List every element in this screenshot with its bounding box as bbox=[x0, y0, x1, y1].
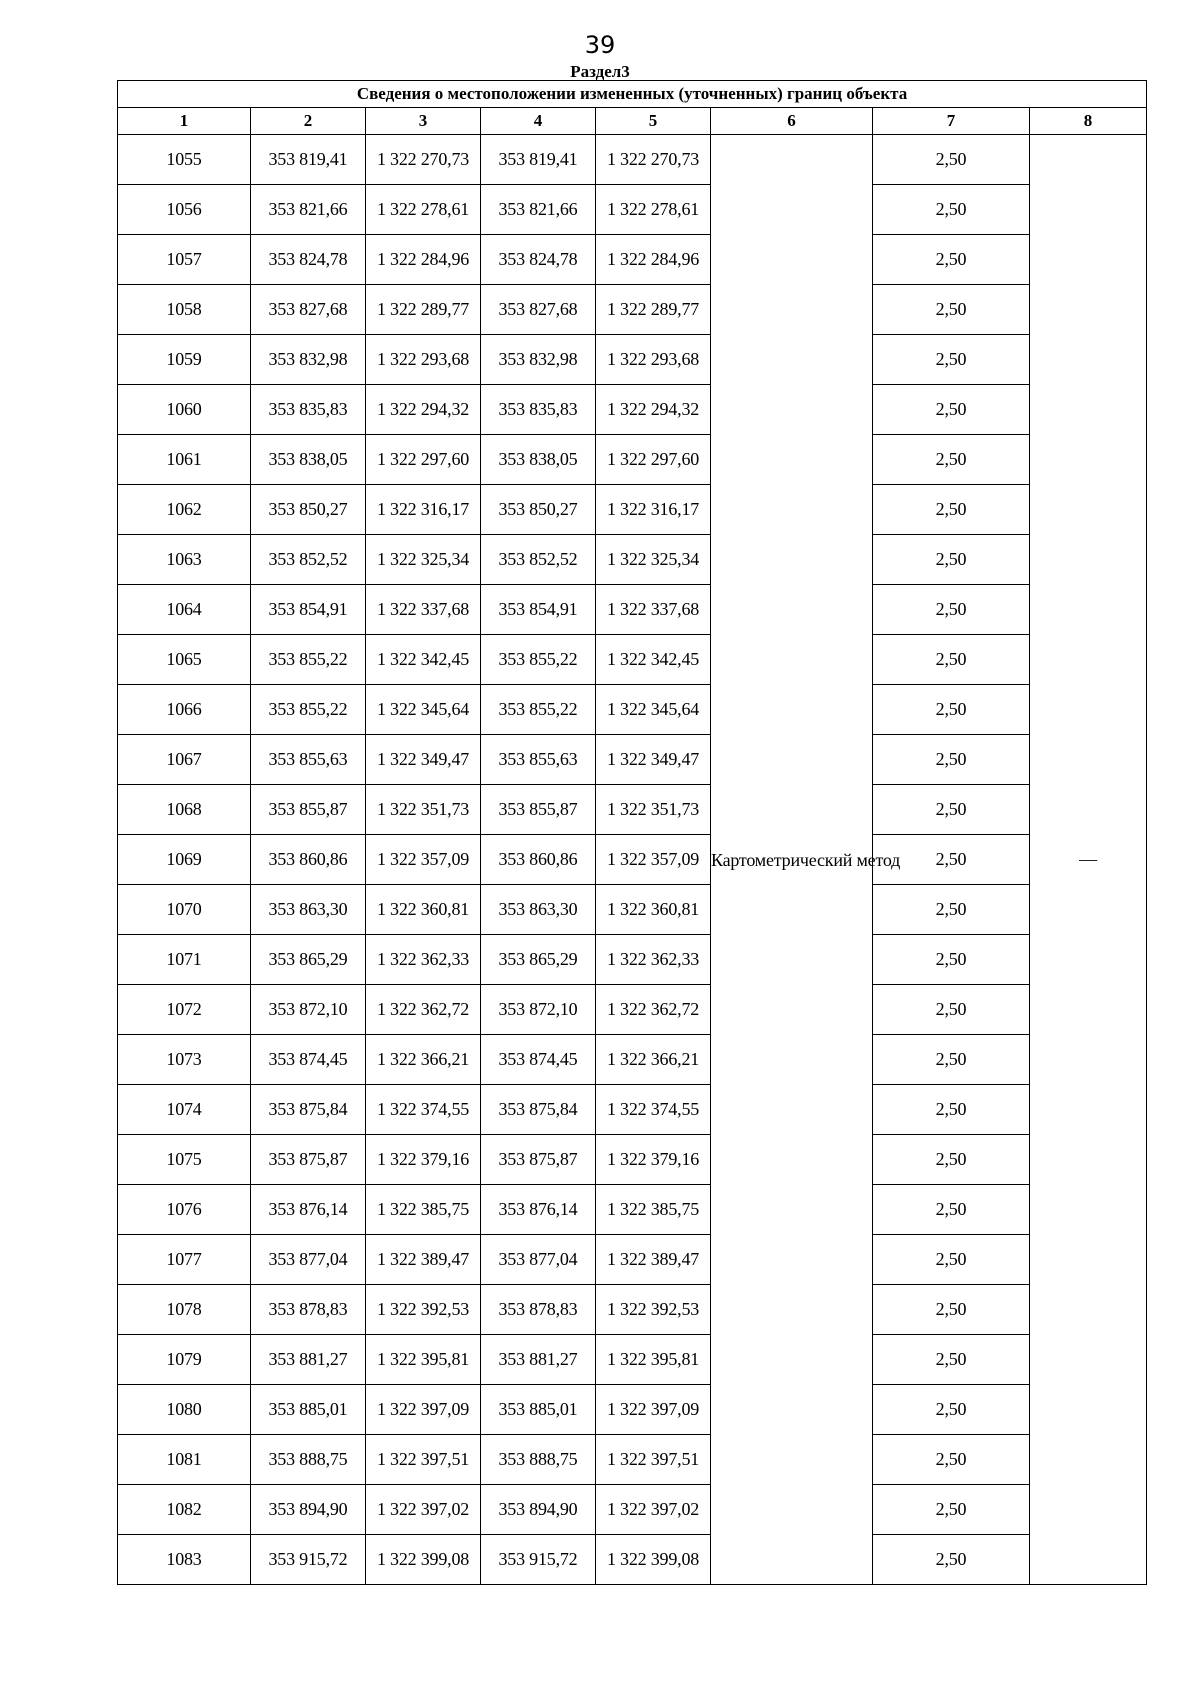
x-refined-cell: 353 875,84 bbox=[481, 1085, 596, 1135]
y-refined-cell: 1 322 399,08 bbox=[596, 1535, 711, 1585]
y-coordinate-cell: 1 322 395,81 bbox=[366, 1335, 481, 1385]
y-refined-cell: 1 322 397,51 bbox=[596, 1435, 711, 1485]
accuracy-cell: 2,50 bbox=[873, 335, 1030, 385]
table-row bbox=[118, 1485, 1147, 1535]
x-coordinate-cell: 353 852,52 bbox=[251, 535, 366, 585]
x-refined-cell: 353 838,05 bbox=[481, 435, 596, 485]
x-refined-cell: 353 835,83 bbox=[481, 385, 596, 435]
point-number-cell: 1070 bbox=[118, 885, 251, 935]
accuracy-cell: 2,50 bbox=[873, 985, 1030, 1035]
y-coordinate-cell: 1 322 397,09 bbox=[366, 1385, 481, 1435]
x-refined-cell: 353 872,10 bbox=[481, 985, 596, 1035]
y-coordinate-cell: 1 322 362,72 bbox=[366, 985, 481, 1035]
accuracy-cell: 2,50 bbox=[873, 485, 1030, 535]
x-coordinate-cell: 353 876,14 bbox=[251, 1185, 366, 1235]
x-refined-cell: 353 827,68 bbox=[481, 285, 596, 335]
accuracy-cell: 2,50 bbox=[873, 885, 1030, 935]
x-refined-cell: 353 819,41 bbox=[481, 135, 596, 185]
x-coordinate-cell: 353 855,22 bbox=[251, 635, 366, 685]
x-coordinate-cell: 353 875,84 bbox=[251, 1085, 366, 1135]
y-coordinate-cell: 1 322 270,73 bbox=[366, 135, 481, 185]
y-refined-cell: 1 322 357,09 bbox=[596, 835, 711, 885]
y-refined-cell: 1 322 379,16 bbox=[596, 1135, 711, 1185]
x-refined-cell: 353 885,01 bbox=[481, 1385, 596, 1435]
accuracy-cell: 2,50 bbox=[873, 1035, 1030, 1085]
method-cell: Картометрический метод bbox=[711, 135, 873, 1585]
table-row bbox=[118, 785, 1147, 835]
table-row bbox=[118, 435, 1147, 485]
column-number-4: 4 bbox=[481, 108, 596, 135]
accuracy-cell: 2,50 bbox=[873, 1435, 1030, 1485]
y-coordinate-cell: 1 322 278,61 bbox=[366, 185, 481, 235]
x-coordinate-cell: 353 863,30 bbox=[251, 885, 366, 935]
x-coordinate-cell: 353 860,86 bbox=[251, 835, 366, 885]
y-coordinate-cell: 1 322 360,81 bbox=[366, 885, 481, 935]
y-refined-cell: 1 322 374,55 bbox=[596, 1085, 711, 1135]
y-coordinate-cell: 1 322 366,21 bbox=[366, 1035, 481, 1085]
table-row bbox=[118, 985, 1147, 1035]
table-row bbox=[118, 135, 1147, 185]
y-coordinate-cell: 1 322 399,08 bbox=[366, 1535, 481, 1585]
y-refined-cell: 1 322 316,17 bbox=[596, 485, 711, 535]
column-number-3: 3 bbox=[366, 108, 481, 135]
y-coordinate-cell: 1 322 385,75 bbox=[366, 1185, 481, 1235]
x-refined-cell: 353 832,98 bbox=[481, 335, 596, 385]
point-number-cell: 1055 bbox=[118, 135, 251, 185]
table-row bbox=[118, 285, 1147, 335]
y-coordinate-cell: 1 322 349,47 bbox=[366, 735, 481, 785]
table-row bbox=[118, 485, 1147, 535]
table-row bbox=[118, 235, 1147, 285]
table-row bbox=[118, 885, 1147, 935]
x-coordinate-cell: 353 819,41 bbox=[251, 135, 366, 185]
x-coordinate-cell: 353 894,90 bbox=[251, 1485, 366, 1535]
accuracy-cell: 2,50 bbox=[873, 1085, 1030, 1135]
column-number-5: 5 bbox=[596, 108, 711, 135]
x-refined-cell: 353 874,45 bbox=[481, 1035, 596, 1085]
y-refined-cell: 1 322 337,68 bbox=[596, 585, 711, 635]
y-coordinate-cell: 1 322 397,02 bbox=[366, 1485, 481, 1535]
table-row bbox=[118, 685, 1147, 735]
column8-cell: — bbox=[1030, 135, 1147, 1585]
y-refined-cell: 1 322 395,81 bbox=[596, 1335, 711, 1385]
accuracy-cell: 2,50 bbox=[873, 385, 1030, 435]
x-coordinate-cell: 353 877,04 bbox=[251, 1235, 366, 1285]
x-refined-cell: 353 821,66 bbox=[481, 185, 596, 235]
column-number-6: 6 bbox=[711, 108, 873, 135]
point-number-cell: 1073 bbox=[118, 1035, 251, 1085]
point-number-cell: 1080 bbox=[118, 1385, 251, 1435]
table-row bbox=[118, 1185, 1147, 1235]
point-number-cell: 1074 bbox=[118, 1085, 251, 1135]
point-number-cell: 1058 bbox=[118, 285, 251, 335]
x-coordinate-cell: 353 872,10 bbox=[251, 985, 366, 1035]
x-refined-cell: 353 876,14 bbox=[481, 1185, 596, 1235]
y-refined-cell: 1 322 325,34 bbox=[596, 535, 711, 585]
table-row bbox=[118, 735, 1147, 785]
accuracy-cell: 2,50 bbox=[873, 135, 1030, 185]
table-row bbox=[118, 1435, 1147, 1485]
x-coordinate-cell: 353 832,98 bbox=[251, 335, 366, 385]
y-refined-cell: 1 322 389,47 bbox=[596, 1235, 711, 1285]
x-coordinate-cell: 353 838,05 bbox=[251, 435, 366, 485]
y-refined-cell: 1 322 360,81 bbox=[596, 885, 711, 935]
x-coordinate-cell: 353 875,87 bbox=[251, 1135, 366, 1185]
table-row bbox=[118, 535, 1147, 585]
y-refined-cell: 1 322 397,02 bbox=[596, 1485, 711, 1535]
column-number-1: 1 bbox=[118, 108, 251, 135]
y-coordinate-cell: 1 322 289,77 bbox=[366, 285, 481, 335]
accuracy-cell: 2,50 bbox=[873, 185, 1030, 235]
point-number-cell: 1068 bbox=[118, 785, 251, 835]
point-number-cell: 1078 bbox=[118, 1285, 251, 1335]
y-coordinate-cell: 1 322 374,55 bbox=[366, 1085, 481, 1135]
boundary-coordinates-table bbox=[117, 80, 1147, 1585]
accuracy-cell: 2,50 bbox=[873, 835, 1030, 885]
point-number-cell: 1060 bbox=[118, 385, 251, 435]
y-refined-cell: 1 322 392,53 bbox=[596, 1285, 711, 1335]
x-refined-cell: 353 877,04 bbox=[481, 1235, 596, 1285]
x-refined-cell: 353 875,87 bbox=[481, 1135, 596, 1185]
x-coordinate-cell: 353 865,29 bbox=[251, 935, 366, 985]
x-refined-cell: 353 854,91 bbox=[481, 585, 596, 635]
y-coordinate-cell: 1 322 316,17 bbox=[366, 485, 481, 535]
x-coordinate-cell: 353 874,45 bbox=[251, 1035, 366, 1085]
column-number-row bbox=[118, 108, 1147, 135]
point-number-cell: 1079 bbox=[118, 1335, 251, 1385]
x-refined-cell: 353 860,86 bbox=[481, 835, 596, 885]
point-number-cell: 1072 bbox=[118, 985, 251, 1035]
accuracy-cell: 2,50 bbox=[873, 585, 1030, 635]
table-caption: Сведения о местоположении измененных (уточненных) границ объекта bbox=[118, 81, 1147, 108]
x-refined-cell: 353 850,27 bbox=[481, 485, 596, 535]
point-number-cell: 1057 bbox=[118, 235, 251, 285]
y-refined-cell: 1 322 385,75 bbox=[596, 1185, 711, 1235]
y-coordinate-cell: 1 322 357,09 bbox=[366, 835, 481, 885]
table-row bbox=[118, 1385, 1147, 1435]
accuracy-cell: 2,50 bbox=[873, 1285, 1030, 1335]
x-coordinate-cell: 353 827,68 bbox=[251, 285, 366, 335]
accuracy-cell: 2,50 bbox=[873, 685, 1030, 735]
y-refined-cell: 1 322 345,64 bbox=[596, 685, 711, 735]
point-number-cell: 1069 bbox=[118, 835, 251, 885]
accuracy-cell: 2,50 bbox=[873, 535, 1030, 585]
column-number-7: 7 bbox=[873, 108, 1030, 135]
accuracy-cell: 2,50 bbox=[873, 1385, 1030, 1435]
point-number-cell: 1075 bbox=[118, 1135, 251, 1185]
accuracy-cell: 2,50 bbox=[873, 785, 1030, 835]
point-number-cell: 1062 bbox=[118, 485, 251, 535]
x-coordinate-cell: 353 881,27 bbox=[251, 1335, 366, 1385]
point-number-cell: 1063 bbox=[118, 535, 251, 585]
x-coordinate-cell: 353 855,22 bbox=[251, 685, 366, 735]
y-refined-cell: 1 322 362,33 bbox=[596, 935, 711, 985]
table-row bbox=[118, 385, 1147, 435]
accuracy-cell: 2,50 bbox=[873, 285, 1030, 335]
y-refined-cell: 1 322 293,68 bbox=[596, 335, 711, 385]
accuracy-cell: 2,50 bbox=[873, 1235, 1030, 1285]
y-refined-cell: 1 322 297,60 bbox=[596, 435, 711, 485]
x-refined-cell: 353 881,27 bbox=[481, 1335, 596, 1385]
point-number-cell: 1059 bbox=[118, 335, 251, 385]
page-number: 39 bbox=[584, 31, 616, 59]
x-refined-cell: 353 865,29 bbox=[481, 935, 596, 985]
x-coordinate-cell: 353 850,27 bbox=[251, 485, 366, 535]
point-number-cell: 1081 bbox=[118, 1435, 251, 1485]
table-body bbox=[118, 135, 1147, 1585]
accuracy-cell: 2,50 bbox=[873, 1335, 1030, 1385]
x-refined-cell: 353 894,90 bbox=[481, 1485, 596, 1535]
table-row bbox=[118, 1085, 1147, 1135]
point-number-cell: 1076 bbox=[118, 1185, 251, 1235]
x-coordinate-cell: 353 824,78 bbox=[251, 235, 366, 285]
x-refined-cell: 353 855,87 bbox=[481, 785, 596, 835]
point-number-cell: 1082 bbox=[118, 1485, 251, 1535]
y-refined-cell: 1 322 397,09 bbox=[596, 1385, 711, 1435]
point-number-cell: 1065 bbox=[118, 635, 251, 685]
y-coordinate-cell: 1 322 392,53 bbox=[366, 1285, 481, 1335]
column-number-2: 2 bbox=[251, 108, 366, 135]
y-refined-cell: 1 322 278,61 bbox=[596, 185, 711, 235]
y-refined-cell: 1 322 289,77 bbox=[596, 285, 711, 335]
x-coordinate-cell: 353 878,83 bbox=[251, 1285, 366, 1335]
x-coordinate-cell: 353 854,91 bbox=[251, 585, 366, 635]
y-coordinate-cell: 1 322 379,16 bbox=[366, 1135, 481, 1185]
y-coordinate-cell: 1 322 337,68 bbox=[366, 585, 481, 635]
accuracy-cell: 2,50 bbox=[873, 1135, 1030, 1185]
y-refined-cell: 1 322 362,72 bbox=[596, 985, 711, 1035]
table-row bbox=[118, 585, 1147, 635]
point-number-cell: 1064 bbox=[118, 585, 251, 635]
table-row bbox=[118, 1535, 1147, 1585]
table-row bbox=[118, 1035, 1147, 1085]
point-number-cell: 1056 bbox=[118, 185, 251, 235]
point-number-cell: 1077 bbox=[118, 1235, 251, 1285]
x-refined-cell: 353 915,72 bbox=[481, 1535, 596, 1585]
x-refined-cell: 353 824,78 bbox=[481, 235, 596, 285]
y-coordinate-cell: 1 322 342,45 bbox=[366, 635, 481, 685]
x-coordinate-cell: 353 885,01 bbox=[251, 1385, 366, 1435]
accuracy-cell: 2,50 bbox=[873, 935, 1030, 985]
accuracy-cell: 2,50 bbox=[873, 735, 1030, 785]
point-number-cell: 1067 bbox=[118, 735, 251, 785]
y-refined-cell: 1 322 349,47 bbox=[596, 735, 711, 785]
y-refined-cell: 1 322 270,73 bbox=[596, 135, 711, 185]
y-refined-cell: 1 322 294,32 bbox=[596, 385, 711, 435]
section-title: Раздел3 bbox=[570, 62, 630, 81]
y-refined-cell: 1 322 284,96 bbox=[596, 235, 711, 285]
y-coordinate-cell: 1 322 297,60 bbox=[366, 435, 481, 485]
column-number-8: 8 bbox=[1030, 108, 1147, 135]
y-coordinate-cell: 1 322 389,47 bbox=[366, 1235, 481, 1285]
accuracy-cell: 2,50 bbox=[873, 435, 1030, 485]
x-coordinate-cell: 353 855,87 bbox=[251, 785, 366, 835]
table-row bbox=[118, 835, 1147, 885]
accuracy-cell: 2,50 bbox=[873, 1535, 1030, 1585]
y-coordinate-cell: 1 322 397,51 bbox=[366, 1435, 481, 1485]
y-refined-cell: 1 322 342,45 bbox=[596, 635, 711, 685]
point-number-cell: 1083 bbox=[118, 1535, 251, 1585]
x-refined-cell: 353 855,22 bbox=[481, 635, 596, 685]
x-refined-cell: 353 878,83 bbox=[481, 1285, 596, 1335]
x-coordinate-cell: 353 915,72 bbox=[251, 1535, 366, 1585]
table-row bbox=[118, 935, 1147, 985]
y-coordinate-cell: 1 322 362,33 bbox=[366, 935, 481, 985]
x-coordinate-cell: 353 835,83 bbox=[251, 385, 366, 435]
y-coordinate-cell: 1 322 351,73 bbox=[366, 785, 481, 835]
x-refined-cell: 353 855,63 bbox=[481, 735, 596, 785]
accuracy-cell: 2,50 bbox=[873, 235, 1030, 285]
table-row bbox=[118, 1285, 1147, 1335]
table-row bbox=[118, 1335, 1147, 1385]
y-coordinate-cell: 1 322 293,68 bbox=[366, 335, 481, 385]
y-refined-cell: 1 322 351,73 bbox=[596, 785, 711, 835]
y-coordinate-cell: 1 322 294,32 bbox=[366, 385, 481, 435]
x-coordinate-cell: 353 821,66 bbox=[251, 185, 366, 235]
accuracy-cell: 2,50 bbox=[873, 1185, 1030, 1235]
y-coordinate-cell: 1 322 284,96 bbox=[366, 235, 481, 285]
point-number-cell: 1071 bbox=[118, 935, 251, 985]
x-refined-cell: 353 852,52 bbox=[481, 535, 596, 585]
x-refined-cell: 353 863,30 bbox=[481, 885, 596, 935]
accuracy-cell: 2,50 bbox=[873, 1485, 1030, 1535]
point-number-cell: 1061 bbox=[118, 435, 251, 485]
x-refined-cell: 353 888,75 bbox=[481, 1435, 596, 1485]
table-row bbox=[118, 1235, 1147, 1285]
y-coordinate-cell: 1 322 325,34 bbox=[366, 535, 481, 585]
table-row bbox=[118, 635, 1147, 685]
x-coordinate-cell: 353 888,75 bbox=[251, 1435, 366, 1485]
x-refined-cell: 353 855,22 bbox=[481, 685, 596, 735]
point-number-cell: 1066 bbox=[118, 685, 251, 735]
y-coordinate-cell: 1 322 345,64 bbox=[366, 685, 481, 735]
accuracy-cell: 2,50 bbox=[873, 635, 1030, 685]
x-coordinate-cell: 353 855,63 bbox=[251, 735, 366, 785]
table-row bbox=[118, 1135, 1147, 1185]
y-refined-cell: 1 322 366,21 bbox=[596, 1035, 711, 1085]
table-row bbox=[118, 335, 1147, 385]
table-row bbox=[118, 185, 1147, 235]
